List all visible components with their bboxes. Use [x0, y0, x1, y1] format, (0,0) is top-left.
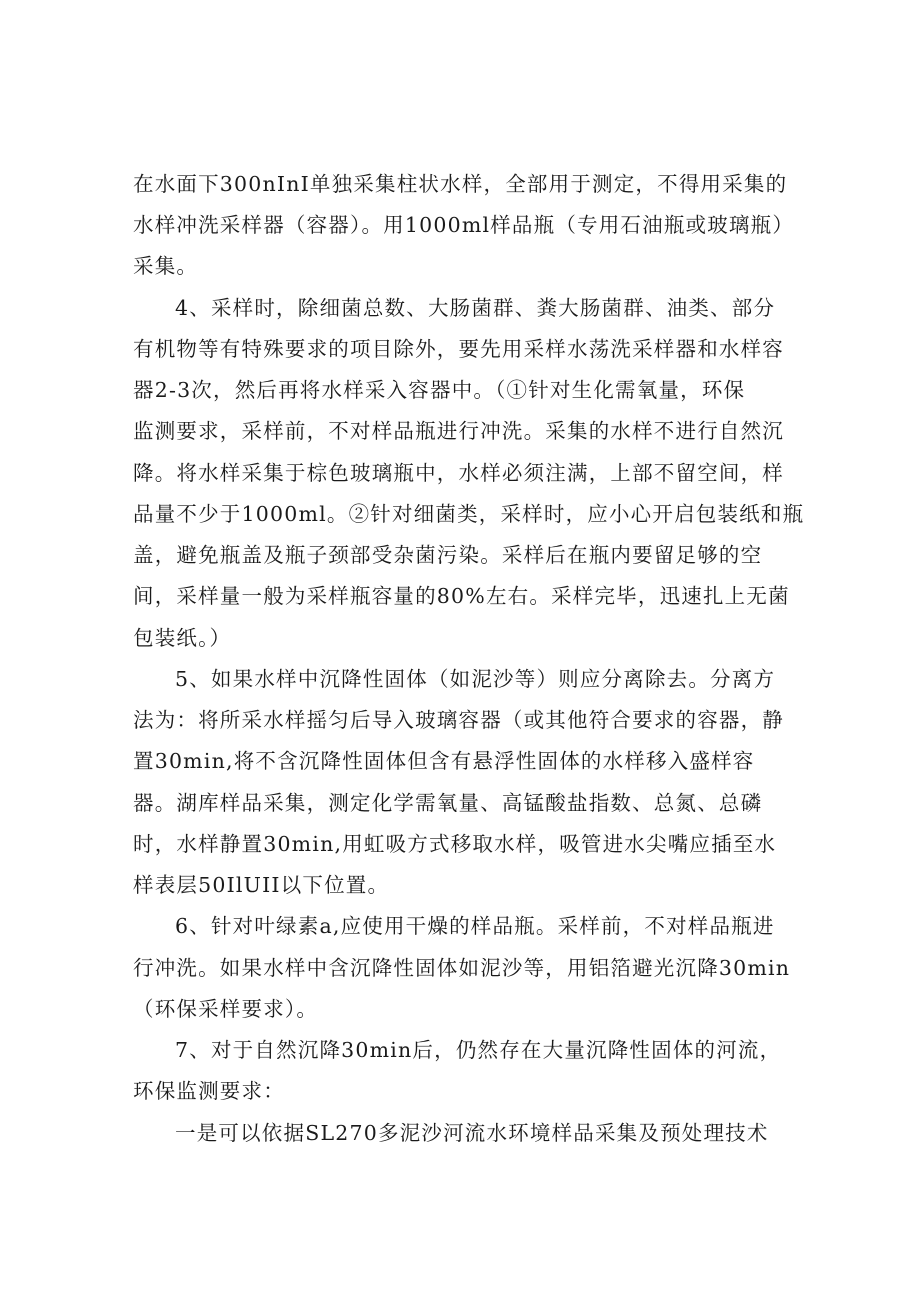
text-line: 器2-3次，然后再将水样采入容器中。（①针对生化需氧量，环保: [133, 378, 746, 402]
text-line: 在水面下300nInI单独采集柱状水样，全部用于测定，不得用采集的: [133, 172, 788, 196]
text-line: 有机物等有特殊要求的项目除外，要先用采样水荡洗采样器和水样容: [133, 337, 784, 361]
paragraph-5-start: 5、如果水样中沉降性固体（如泥沙等）则应分离除去。分离方: [175, 667, 776, 691]
paragraph-4-start: 4、采样时，除细菌总数、大肠菌群、粪大肠菌群、油类、部分: [175, 296, 776, 320]
text-line: 包装纸。）: [133, 626, 232, 650]
paragraph-6-start: 6、针对叶绿素a,应使用干燥的样品瓶。采样前，不对样品瓶进: [175, 914, 775, 938]
text-line: 器。湖库样品采集，测定化学需氧量、高锰酸盐指数、总氮、总磷: [133, 791, 763, 815]
text-line: （环保采样要求）。: [133, 997, 319, 1021]
text-line: 样表层50IlUII以下位置。: [133, 873, 390, 897]
text-line: 水样冲洗采样器（容器）。用1000ml样品瓶（专用石油瓶或玻璃瓶）: [133, 213, 795, 237]
text-line: 环保监测要求：: [133, 1079, 285, 1103]
text-line: 监测要求，采样前，不对样品瓶进行冲洗。采集的水样不进行自然沉: [133, 419, 784, 443]
text-line: 品量不少于1000ml。②针对细菌类，采样时，应小心开启包装纸和瓶: [133, 502, 805, 526]
text-line: 降。将水样采集于棕色玻璃瓶中，水样必须注满，上部不留空间，样: [133, 461, 784, 485]
text-line: 行冲洗。如果水样中含沉降性固体如泥沙等，用铝箔避光沉降30min: [133, 956, 791, 980]
paragraph-7-start: 7、对于自然沉降30min后，仍然存在大量沉降性固体的河流，: [175, 1038, 782, 1062]
paragraph-sub-start: 一是可以依据SL270多泥沙河流水环境样品采集及预处理技术: [175, 1121, 769, 1145]
text-line: 盖，避免瓶盖及瓶子颈部受杂菌污染。采样后在瓶内要留足够的空: [133, 543, 763, 567]
text-line: 采集。: [133, 254, 199, 278]
text-line: 间，采样量一般为采样瓶容量的80%左右。采样完毕，迅速扎上无菌: [133, 584, 790, 608]
text-line: 时，水样静置30min,用虹吸方式移取水样，吸管进水尖嘴应插至水: [133, 832, 777, 856]
text-line: 法为：将所采水样摇匀后导入玻璃容器（或其他符合要求的容器，静: [133, 708, 784, 732]
text-line: 置30min,将不含沉降性固体但含有悬浮性固体的水样移入盛样容: [133, 749, 755, 773]
